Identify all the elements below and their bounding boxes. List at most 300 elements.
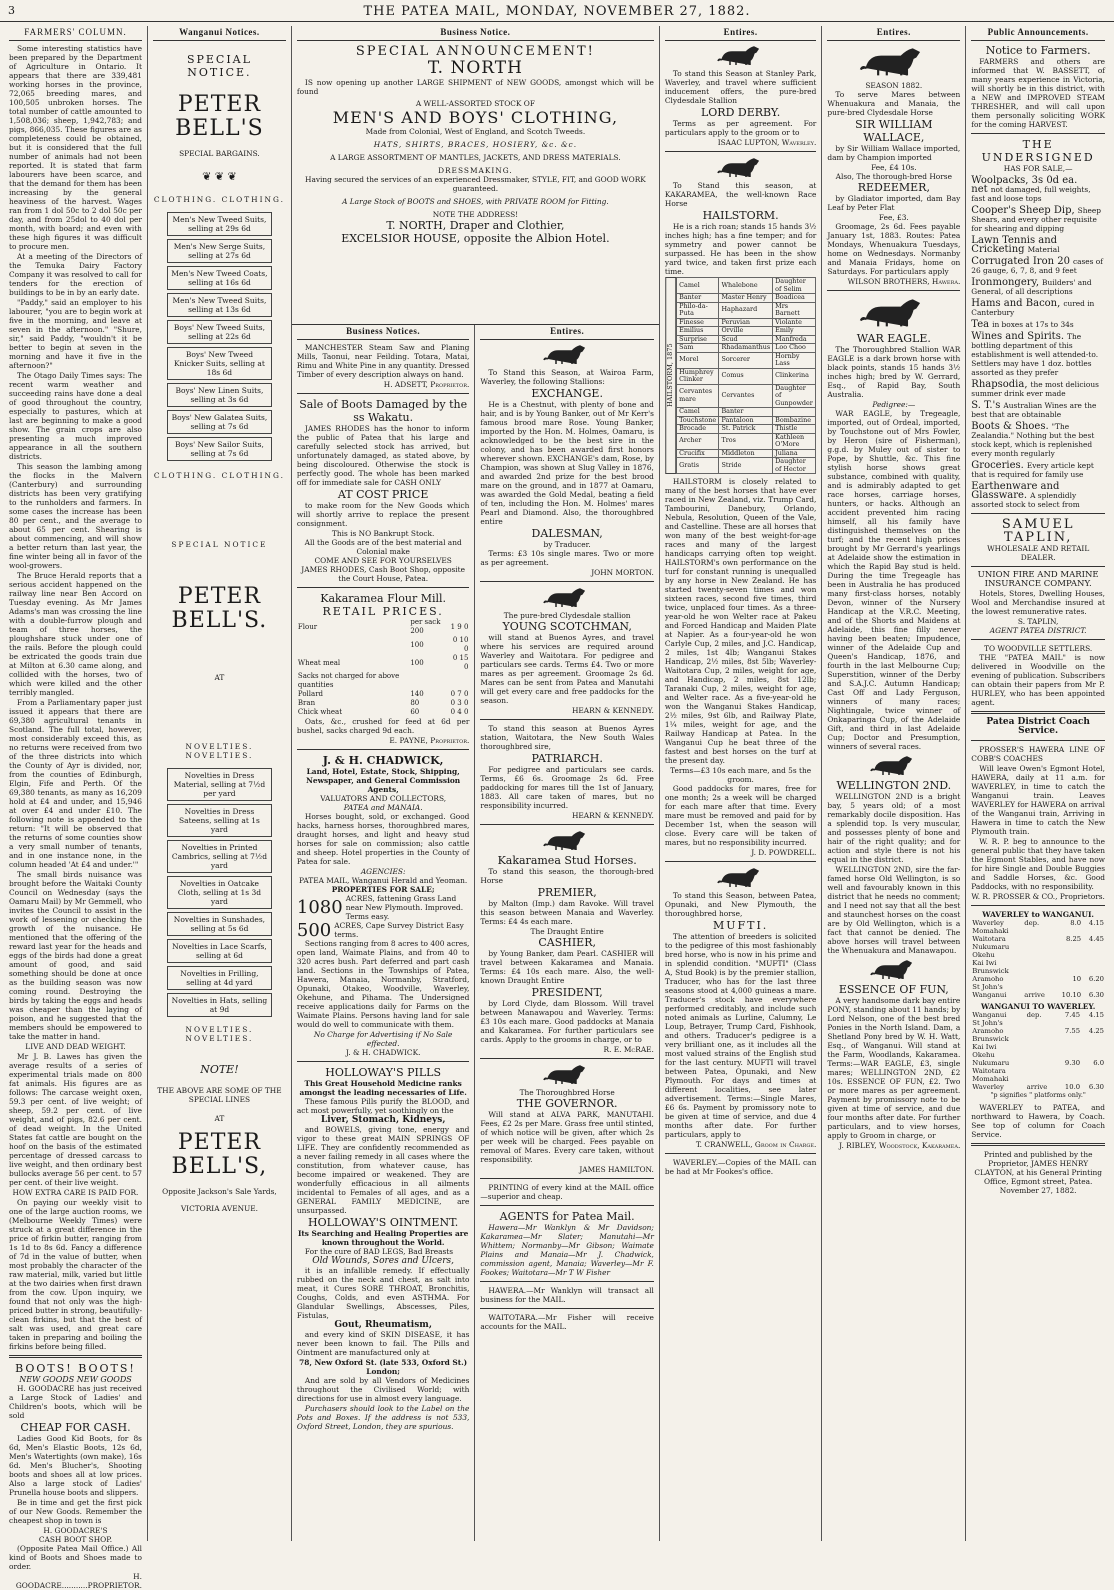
- acres-500-text: ACRES, Cape Survey District Easy terms.: [334, 921, 464, 939]
- timetable-cell: Aramoho: [972, 975, 1004, 983]
- union-title: UNION FIRE AND MARINE INSURANCE COMPANY.: [977, 570, 1099, 589]
- derby-lead: To stand this Season at Stanley Park, Waverley, and travel where sufficient inducement offers, the pure-bred Clydesdale Stallion: [664, 69, 817, 105]
- retail-prices: RETAIL PRICES.: [322, 605, 444, 618]
- price-cell: 0 7 0: [450, 690, 469, 698]
- timetable-cell: [1082, 967, 1105, 975]
- pedigree-cell: Touchstone: [677, 416, 719, 425]
- agent-patea: AGENT PATEA DISTRICT.: [989, 626, 1087, 635]
- timetable-cell: 4.15: [1088, 1011, 1105, 1019]
- divider: [297, 393, 470, 394]
- sale-item: [971, 401, 1105, 419]
- derby-text: Terms as per agreement. For particulars apply to the groom or to: [664, 119, 817, 137]
- north-lead: IS now opening up another LARGE SHIPMENT of NEW GOODS, amongst which will be found: [296, 78, 654, 96]
- price-cell: Sacks not charged for above quantities: [297, 672, 400, 689]
- timetable-cell: 10.0: [1064, 1083, 1081, 1091]
- waitotara-notice: WAITOTARA.—Mr Fisher will receive accounts for the MAIL.: [480, 1313, 654, 1331]
- horse-illustration: [665, 156, 816, 178]
- article-paragraph: From a Parliamentary paper just issued it appears that there are 69,380 agricultural tenants in Scotland. The full total, however, most considerably exceed this, as no returns were received from two of the three districts into which the County of Ayr is divided, nor, from the counties of Edinburgh, Elgin, Fife and Perth. Of the 69,380 tenants, as many as 16,209 hold at £4 and under, and 15,946 at over £4 and under £10. The following note is appended to the return: "It will be observed that the returns of some counties show a very small number of tenants, and in one instance none, in the column headed 'At £4 and under.'": [9, 698, 142, 869]
- timetable-row: [971, 1035, 1105, 1043]
- malvern-text: To Stand this Season, at Wairoa Farm, Waverley, the following Stallions:: [480, 368, 654, 386]
- printing-notice: PRINTING of every kind at the MAIL office—superior and cheap.: [480, 1183, 654, 1201]
- war-eagle-text: The Thoroughbred Stallion WAR EAGLE is a dark brown horse with black points, stands 15 hands 3½ inches high; bred by W. Gerrard, Esq., of Rapid Bay, South Australia.: [827, 345, 961, 399]
- pedigree-cell: Banter: [677, 294, 719, 303]
- morton-signature: JOHN MORTON.: [591, 568, 654, 577]
- redeemer-more: Groomage, 2s 6d. Fees payable January 1st, 1883. Routes: Patea Mondays, Whenuakura Tuesdays, home on Wednesdays. Normanby and Manaia Fridays, home on Saturdays. For particulars apply: [827, 222, 961, 276]
- sale-item-desc: A splendidly assorted stock to select from: [971, 491, 1080, 509]
- timetable-row: [971, 959, 1105, 967]
- premier-text: by Malton (Imp.) dam Ravoke. Will travel this season between Manaia and Waverley. Terms: £4 4s each mare.: [480, 899, 654, 926]
- timetable-row: [971, 1043, 1105, 1051]
- flour-mill-title: Kakaramea Flour Mill.: [320, 592, 447, 605]
- horse-illustration: [665, 866, 816, 888]
- timetable-cell: [1023, 951, 1053, 959]
- timetable-cell: Okehu: [972, 1051, 995, 1059]
- dalesman-title: DALESMAN,: [531, 527, 603, 540]
- stud-lead: To stand this season, the thorough-bred Horse: [480, 867, 654, 885]
- sale-item: [971, 320, 1105, 329]
- war-eagle-title: WAR EAGLE.: [856, 332, 931, 345]
- oxford-address: 78, New Oxford St. (late 533, Oxford St.) London;: [299, 1358, 468, 1376]
- boots-signature: H. GOODACRE...........PROPRIETOR.: [15, 1572, 142, 1590]
- price-cell: 100: [410, 658, 424, 667]
- oats-text: Oats, &c., crushed for feed at 6d per bushel, sacks charged 9d each.: [296, 717, 470, 735]
- pedigree-cell: Daughter of Selim: [773, 278, 816, 294]
- article-paragraph: The Bruce Herald reports that a serious accident happened on the railway line near Ben Accord on Tuesday evening. As Mr James Adams's man was crossing the line with a double-furrow plough and team of three horses, the ploughshare stuck under one of the rails. Before the plough could be extricated the goods train due at Milton at 6.30 came along, and collided with the horses, two of which were killed and the other terribly mangled.: [9, 571, 142, 697]
- column-entires-1: [475, 325, 659, 1541]
- waverley-notice: WAVERLEY.—Copies of the MAIL can be had at Mr Fookes's office.: [664, 1158, 817, 1176]
- pedigree-cell: Rhadamanthus: [719, 344, 773, 353]
- at-label-2: AT: [214, 1114, 225, 1123]
- divider: [480, 1058, 654, 1059]
- horse-icon: [858, 295, 930, 329]
- timetable-cell: [1081, 1043, 1105, 1051]
- price-cell: 0 4 0: [450, 708, 469, 716]
- timetable-cell: 6.0: [1093, 1059, 1105, 1067]
- boots-heading: BOOTS! BOOTS!: [15, 1362, 136, 1375]
- property-1080: [297, 894, 470, 921]
- boots-shop: H. GOODACRE'S: [43, 1526, 108, 1535]
- price-cell: Chick wheat: [297, 708, 343, 716]
- redeemer-title: REDEEMER,: [857, 181, 930, 194]
- timetable-cell: Waitotara: [972, 1067, 1006, 1075]
- pedigree-row: [677, 352, 816, 368]
- timetable-cell: St John's: [972, 1019, 1003, 1027]
- timetable-cell: Okehu: [972, 951, 995, 959]
- sale-item-desc: Australian Wines are the best that are obtainable: [971, 401, 1097, 419]
- sale-item: [971, 332, 1105, 377]
- sale-item-name: Boots & Shoes.: [971, 421, 1049, 432]
- horse-icon: [542, 829, 592, 851]
- no-charge: No Charge for Advertising if No Sale effected.: [313, 1030, 453, 1048]
- divider: [665, 861, 816, 862]
- governor-title: THE GOVERNOR.: [516, 1097, 618, 1110]
- north-mantles: A LARGE ASSORTMENT OF MANTLES, JACKETS, AND DRESS MATERIALS.: [330, 153, 621, 162]
- timetable-cell: [1082, 983, 1105, 991]
- for-sale: HAS FOR SALE,—: [1003, 164, 1073, 173]
- sale-item: [971, 278, 1105, 296]
- pedigree-cell: Middleton: [719, 449, 773, 458]
- sale-item-desc: cases of 26 gauge, 6, 7, 8, and 9 feet: [971, 257, 1103, 275]
- chadwick-sub: Land, Hotel, Estate, Stock, Shipping, Newspaper, and General Commission Agents,: [306, 767, 461, 794]
- price-box: Men's New Tweed Coats, selling at 16s 6d: [167, 266, 272, 290]
- oxford-text: And are sold by all Vendors of Medicines throughout the Civilised World; with directions for use in almost every language.: [296, 1376, 470, 1403]
- boots-address: (Opposite Patea Mail Office.) All kind of Boots and Shoes made to order.: [9, 1544, 142, 1571]
- timetable-cell: Kai Iwi: [972, 959, 997, 967]
- timetable-cell: arrive: [1024, 991, 1045, 999]
- pedigree-cell: Camel: [677, 408, 719, 417]
- prosser-more: W. R. P. beg to announce to the general public that they have taken the Egmont Stables, and have now for hire Single and Double Buggies and Saddle Horses, &c. Good Paddocks, with no responsibility.: [971, 837, 1106, 891]
- pedigree-cell: Crucifix: [677, 449, 719, 458]
- timetable-cell: 8.25: [1065, 935, 1082, 943]
- wallace-lead: To serve Mares between Whenuakura and Manaia, the pure-bred Clydesdale Horse: [827, 90, 961, 117]
- timetable-row: [971, 951, 1105, 959]
- sale-item: [971, 422, 1105, 458]
- pedigree-cell: Philo-da-Puta: [677, 302, 719, 318]
- price-box: Boys' New Tweed Knicker Suits, selling at 18s 6d: [167, 347, 272, 380]
- hailstorm-text: He is a rich roan; stands 15 hands 3½ inches high; has a fine temper; and for symmetry and power cannot be surpassed. He has been in the show yard twice, and taken first prize each time.: [664, 222, 817, 276]
- price-cell: Wheat meal: [297, 658, 341, 667]
- pedigree-cell: Sorcerer: [719, 352, 773, 368]
- masthead: [0, 0, 1114, 22]
- timetable-cell: [1026, 1075, 1058, 1083]
- timetable-cell: 10: [1072, 975, 1082, 983]
- special-notice-2: SPECIAL NOTICE: [171, 540, 268, 549]
- governor-text: Will stand at ALVA PARK, MANUTAHI. Fees, £2 2s per Mare. Grass free until stinted, of which notice will be given, after which 2s per week will be charged. Fees payable on removal of Mares. Every care taken, without responsibility.: [480, 1110, 654, 1164]
- column-heading: Public Announcements.: [971, 26, 1105, 41]
- pedigree-cell: Pantaloon: [719, 416, 773, 425]
- timetable-cell: Nukumaru: [972, 943, 1010, 951]
- price-cell: 0 3 0: [450, 699, 469, 707]
- pedigree-cell: Tros: [719, 433, 773, 449]
- hailstorm-body: HAILSTORM is closely related to many of the best horses that have ever raced in New Zealand, viz. Trump Card, Tambourini, Danebury, Orlando, Nebula, Resolution, Queen of the Vale, and Castelline. These are all horses that won many of the best weight-for-age races and many of the largest handicaps carrying often top weight. HAILSTORM's own performance on the turf for constant running is unequalled by any horse in New Zealand. He has started twenty-seven times and won sixteen races, second five times, third twice, unplaced four times. As a three-year-old he won Welter race at Pakeu and Forced Handicap and Maiden Plate at Napier. As a four-year-old he won Carlyle Cup, 2 miles, and J.C. Handicap, 2 miles, 1st 4lb; Wanganui Stakes Handicap, 2½ miles, 8st 5lb; Waverley-Waitotara Cup, 2 miles, weight for age, and Handicap, 2 miles, 8st 12lb; Taranaki Cup, 2 miles, weight for age, and Welter race. As a five-year-old he won the Wanganui Stakes Handicap, 2½ miles, 9st 6lb, and Railway Plate, 1¼ miles, weight for age, and the Railway Handicap at Patea. In the Wanganui Cup he beat three of the fastest and best horses on the turf at the present day.: [664, 477, 817, 765]
- timetable-row: [971, 1075, 1105, 1083]
- note-heading: NOTE!: [200, 1063, 239, 1076]
- timetable-cell: [1082, 959, 1105, 967]
- price-box: Men's New Serge Suits, selling at 27s 6d: [167, 239, 272, 263]
- timetable-cell: [1026, 1059, 1058, 1067]
- timetable-cell: Brunswick: [972, 1035, 1009, 1043]
- horse-icon: [858, 44, 930, 78]
- article-paragraph: The small birds nuisance was brought before the Waitaki County Council on Wednesday (says the Oamaru Mail) by Mr Gemmell, who invites the Council to assist in the work of lessening or checking the growth of the nuisance. He mentioned that the offering of the reward last year for the heads and eggs of the birds had done a great amount of good, and said something should be done at once as the building season was now coming round. Destroying the birds by taking the eggs and heads was cheaper than the laying of poison, and he suggested that the members should be empowered to take the matter in hand.: [9, 870, 142, 1041]
- victoria-avenue: VICTORIA AVENUE.: [180, 1204, 259, 1213]
- dalesman-by: by Traducer.: [543, 540, 591, 549]
- acres-1080-text: ACRES, fattening Grass Land near New Plymouth. Improved. Terms easy.: [345, 894, 464, 921]
- holloway-pills: HOLLOWAY'S PILLS: [325, 1066, 442, 1079]
- pedigree-row: [677, 458, 816, 474]
- prosser-title: PROSSER'S HAWERA LINE OF COBB'S COACHES: [971, 745, 1106, 763]
- timetable-cell: [1053, 951, 1082, 959]
- timetable-cell: [1081, 1067, 1105, 1075]
- timetable-row: [971, 919, 1105, 927]
- timetable-wanganui-waverley: [971, 1011, 1105, 1091]
- horse-illustration: [480, 1063, 654, 1085]
- adsett-text: MANCHESTER Steam Saw and Planing Mills, Taonui, near Feilding. Totara, Matai, Rimu and White Pine in any quantity. Dressed Timber of every description always on hand.: [296, 343, 470, 379]
- horse-illustration: [827, 295, 960, 329]
- sale-item-desc: The bottling department of this establishment is well attended-to. Settlers may have 1 doz. bottles assorted as they prefer: [971, 332, 1099, 377]
- ribley-signature: J. RIBLEY, Woodstock, Kakaramea.: [839, 1141, 961, 1150]
- horse-illustration: [480, 829, 654, 851]
- chadwick-signature: J. & H. CHADWICK.: [345, 1048, 421, 1057]
- also-lead: Also, The thorough-bred Horse: [835, 172, 952, 181]
- timetable-cell: arrive: [1026, 1083, 1048, 1091]
- price-row: [297, 672, 470, 690]
- timetable-cell: [1082, 927, 1105, 935]
- timetable-row: [971, 967, 1105, 975]
- pedigree-cell: Haphazard: [719, 302, 773, 318]
- pedigree-cell: Kathleen O'More: [773, 433, 816, 449]
- timetable-row: [971, 1011, 1105, 1019]
- pedigree-cell: [773, 408, 816, 417]
- chadwick-text: Horses bought, sold, or exchanged. Good hacks, harness horses, thoroughbred mares, draught horses, and light and heavy stud horses for sale on commission; also cattle and sheep. Hotel properties in the County of Patea for sale.: [296, 812, 470, 866]
- timetable-cell: [1081, 1019, 1105, 1027]
- pedigree-cell: Surprise: [677, 335, 719, 344]
- prices-table: [297, 618, 470, 717]
- pedigree-cell: Cervantes mare: [677, 384, 719, 408]
- mcrae-signature: R. E. McRAE.: [603, 1045, 654, 1054]
- sale-item-name: Rhapsodia,: [971, 379, 1028, 390]
- pedigree-block: [665, 277, 816, 474]
- president-text: by Lord Clyde, dam Blossom. Will travel between Manawapou and Waverley. Terms: £3 10s each mare. Good paddocks at Manaia and Kakaramea. For further particulars see cards. Apply to the grooms in charge, or to: [480, 999, 654, 1044]
- timetable-cell: [1026, 1043, 1058, 1051]
- lupton-signature: ISAAC LUPTON, Waverley.: [717, 138, 817, 147]
- sale-item-name: Corrugated Iron 20: [971, 256, 1070, 267]
- cashier-title: CASHIER,: [538, 936, 596, 949]
- timetable-cell: Momahaki: [972, 1075, 1009, 1083]
- redeemer-fee: Fee, £3.: [878, 213, 909, 222]
- pedigree-row: [677, 327, 816, 336]
- come-and-see: COME AND SEE FOR YOURSELVES: [314, 556, 452, 565]
- timetable-cell: [1053, 927, 1082, 935]
- sale-item-name: Groceries.: [971, 460, 1024, 471]
- sale-item-desc: Every article kept that is required for family use: [971, 461, 1094, 479]
- pedigree-cell: Camel: [677, 278, 719, 294]
- powdrell-signature: J. D. POWDRELL.: [751, 848, 817, 857]
- hailstorm-title: HAILSTORM.: [702, 209, 779, 222]
- peter-bell-title-2: PETER BELL'S.: [171, 584, 268, 633]
- farmers-notice-text: FARMERS and others are informed that W. BASSETT, of many years experience in Victoria, will shortly be in this district, with a NEW and IMPROVED STEAM THRESHER, and will call upon them personally soliciting WORK for the coming HARVEST.: [971, 57, 1106, 129]
- wellington-pedigree: WELLINGTON 2ND, sire the far-famed horse Old Wellington, is so well and favourably known in this district that he needs no comment; and I need not say that all the best and staunchest horses on the coast are by Old Wellington, which is a fact that cannot be denied. The above horses will travel between the Whenuakura and Manawapou.: [827, 865, 961, 955]
- column-heading: Business Notices.: [297, 325, 470, 340]
- boots-call: Be in time and get the first pick of our New Goods. Remember the cheapest shop in town is: [9, 1498, 142, 1525]
- price-box: Boys' New Tweed Suits, selling at 22s 6d: [167, 320, 272, 344]
- scotsman-text: will stand at Buenos Ayres, and travel where his services are required around Waverley and Waitotara. For pedigree and particulars see cards. Terms £4. Two or more mares as per agreement. Groomage 2s 6d. Mares can be sent from Patea and Manutahi will get every care and free paddocks for the season.: [480, 633, 654, 705]
- pedigree-cell: Comus: [719, 368, 773, 384]
- pedigree-cell: Emilius: [677, 327, 719, 336]
- divider: [480, 824, 654, 825]
- old-wounds-text: it is an infallible remedy. If effectually rubbed on the neck and chest, as salt into meat, it Cures SORE THROAT, Bronchitis, Coughs, Colds, and even ASTHMA. For Glandular Swellings, Abscesses, Piles, Fistulas,: [296, 1266, 470, 1320]
- north-made: Made from Colonial, West of England, and Scotch Tweeds.: [365, 127, 586, 136]
- pedigree-cell: Banter: [719, 408, 773, 417]
- divider: [971, 513, 1105, 514]
- wholesale: WHOLESALE AND RETAIL DEALER.: [987, 544, 1090, 562]
- divider: [480, 1281, 654, 1282]
- pedigree-cell: Whalebone: [719, 278, 773, 294]
- price-cell: 80: [410, 699, 420, 707]
- special-notice: SPECIAL NOTICE.: [186, 53, 252, 79]
- timetable-row: [971, 1051, 1105, 1059]
- exchange-text: He is a Chestnut, with plenty of bone and hair, and is by Young Banker, out of Mr Kerr's famous brood mare Rose. Young Banker, imported by the Hon. M. Holmes, Oamaru, is acknowledged to be the best sire in the colony, and has been awarded first honors wherever shown. EXCHANGE's dam, Rose, by Champion, was shown at Slug Valley in 1876, and awarded 2nd prize for the best brood mare on the ground, and in 1877 at Oamaru, was awarded the Gold Medal, beating a field of ten, including the Hon. M. Holmes' mares Pearl and Diamond. Also, the thoroughbred entire: [480, 400, 654, 526]
- sale-item: [971, 236, 1105, 254]
- adsett-signature: H. ADSETT, Proprietor.: [383, 380, 470, 389]
- patriarch-title: PATRIARCH.: [531, 752, 603, 765]
- sections-text: Sections ranging from 8 acres to 400 acres, open land, Waimate Plains, and from 40 to 320 acres bush. Part deferred and part cash land. Sections in the Townships of Patea, Hawera, Manaia, Normanby, Stratford, Opunaki, Otakeo, Woodville, Waverley, Okehune, and Pihama. The Undersigned receive applications daily for Farms on the Waimate Plains. Persons having land for sale would do well to communicate with them.: [296, 939, 470, 1029]
- pedigree-cell: Finesse: [677, 318, 719, 327]
- timetable-row: [971, 991, 1105, 999]
- price-row: [297, 636, 470, 654]
- w2w-heading: WAVERLEY to WANGANUI.: [982, 910, 1095, 919]
- timetable-cell: Kai Iwi: [972, 1043, 997, 1051]
- exchange-title: EXCHANGE.: [531, 387, 603, 400]
- payne-signature: E. PAYNE, Proprietor.: [389, 736, 470, 745]
- liver-text: and BOWELS, giving tone, energy and vigor to these great MAIN SPRINGS OF LIFE. They are confidently recommended as a never failing remedy in all cases where the constitution, from whatever cause, has become impaired or weakened. They are wonderfully efficacious in all ailments incidental to Females of all ages, and as a GENERAL FAMILY MEDICINE, are unsurpassed.: [296, 1125, 470, 1215]
- sale-item-desc: Builders' and General, of all descriptions: [971, 278, 1092, 296]
- dalesman-terms: Terms: £3 10s single mares. Two or more as per agreement.: [480, 549, 654, 567]
- price-row: [297, 699, 470, 708]
- timetable-cell: Brunswick: [972, 967, 1009, 975]
- property-500: [297, 921, 470, 939]
- properties-heading: PROPERTIES FOR SALE;: [331, 885, 435, 894]
- pedigree-label: HAILSTORM, 1875: [665, 277, 676, 474]
- at-label: AT: [214, 673, 225, 682]
- divider: [665, 1153, 816, 1154]
- price-row: [297, 690, 470, 699]
- divider: [971, 711, 1105, 714]
- divider: [480, 719, 654, 720]
- price-box: Men's New Tweed Suits, selling at 29s 6d: [167, 212, 272, 236]
- gout-text: and every kind of SKIN DISEASE, it has never been known to fail. The Pills and Ointment are manufactured only at: [296, 1330, 470, 1357]
- divider: [297, 749, 470, 750]
- timetable-cell: [1057, 1019, 1081, 1027]
- valuators: VALUATORS AND COLLECTORS,: [320, 794, 447, 803]
- prosser-text: Will leave Owen's Egmont Hotel, HAWERA, daily at 11 a.m. for WAVERLEY, in time to catch the Wanganui train. Leaves WAVERLEY for HAWERA on arrival of the Wanganui train, Arriving in Hawera in time to catch the New Plymouth train.: [971, 764, 1106, 836]
- pedigree-cell: Archer: [677, 433, 719, 449]
- column-heading: Wanganui Notices.: [153, 26, 286, 41]
- wallace-text: by Sir William Wallace imported, dam by Champion imported: [827, 144, 961, 162]
- timetable-cell: [1023, 975, 1053, 983]
- pedigree-table: [676, 277, 816, 474]
- cost-price: AT COST PRICE: [337, 488, 429, 501]
- pedigree-row: [677, 302, 816, 318]
- horse-illustration: [480, 343, 654, 365]
- timetable-cell: 6.20: [1088, 975, 1105, 983]
- woodville-title: TO WOODVILLE SETTLERS.: [984, 644, 1093, 653]
- columns: [4, 26, 1110, 1590]
- liver-heading: Liver, Stomach, Kidneys,: [320, 1115, 446, 1125]
- boots-damaged-title: Sale of Boots Damaged by the ss Wakatu.: [299, 398, 468, 424]
- timetable-cell: Waitotara: [972, 935, 1006, 943]
- sale-item-name: Tea: [971, 319, 990, 330]
- timetable-cell: 8.0: [1070, 919, 1082, 927]
- sale-item-desc: in boxes at 17s to 34s: [992, 320, 1074, 329]
- divider: [971, 740, 1105, 741]
- column-entires-3: [822, 26, 966, 1541]
- farmers-notice-title: Notice to Farmers.: [985, 44, 1091, 57]
- mufti-text: The attention of breeders is solicited to the pedigree of this most fashionably bred horse, who is now in his prime and in splendid condition. "MUFTI" (Class A, Stud Book) is by the premier stallion, Traducer, who has for the last three seasons stood at 4,000 guineas a mare. Traducer's stock have everywhere performed creditably, and include such noted animals as Lurline, Calumny, Le Loup, Betrayer, Trump Card, Fishhook, and others. Traducer's pedigree is a very brilliant one, as it includes all the most valued strains of the English stud for the last century. MUFTI will travel between Patea, Opunaki, and New Plymouth. For days and times at different localities, see later advertisement. Terms:—Single Mares, £6 6s. Payment by promissory note to be given at time of service, and due 4 months after date. For further particulars, apply to: [664, 932, 817, 1139]
- pedigree-cell: Boadicea: [773, 294, 816, 303]
- price-cell: 140: [410, 690, 424, 698]
- hailstorm-terms: Terms—£3 10s each mare, and 5s the groom.: [670, 766, 812, 784]
- price-cell: [449, 672, 470, 690]
- timetable-cell: [1026, 1019, 1058, 1027]
- north-special: SPECIAL ANNOUNCEMENT!: [355, 44, 595, 59]
- divider: [297, 1061, 470, 1062]
- horse-icon: [542, 343, 592, 365]
- timetable-cell: 6.30: [1088, 991, 1105, 999]
- pedigree-row: [677, 344, 816, 353]
- price-box: Novelties in Printed Cambrics, selling at 7½d yard: [167, 840, 272, 873]
- timetable-cell: [1082, 951, 1105, 959]
- timetable-cell: [1082, 943, 1105, 951]
- holloway-ointment: HOLLOWAY'S OINTMENT.: [308, 1216, 459, 1229]
- mufti-title: MUFTI.: [712, 919, 769, 932]
- timetable-cell: [1053, 967, 1082, 975]
- pedigree-cell: Loo Choo: [773, 344, 816, 353]
- timetable-cell: 4.15: [1088, 919, 1105, 927]
- timetable-cell: [1026, 1035, 1058, 1043]
- column-wanganui: [148, 26, 292, 1541]
- timetable-cell: [1053, 959, 1082, 967]
- rhodes-signature: JAMES RHODES, Cash Boot Shop, opposite the Court House, Patea.: [301, 565, 466, 583]
- pedigree-cell: Cervantes: [719, 384, 773, 408]
- sale-item: [971, 461, 1105, 479]
- article-paragraph: Some interesting statistics have been prepared by the Department of Agriculture in Ontario. It appears that there are 339,481 working horses in the province, 72,065 breeding mares, and 100,505 unbroken horses. The total number of cattle amounted to 1,508,036; sheep, 1,942,783; and pigs, 866,035. These figures are as completeness could be obtained, but it is considered that the full number of animals had not been reported. It is stated that farm labourers have been scarce, and that the demand for them has been increasing by the general heaviness of the harvest. Wages ran from 1 dol 50c to 2 dol 50c per day, and from 25dol to 40 dol per month, with board; and even with these high figures it was difficult to procure men.: [9, 44, 142, 251]
- pedigree-cell: Hornby Lass: [773, 352, 816, 368]
- agencies-text: PATEA MAIL, Wanganui Herald and Yeoman.: [299, 876, 468, 885]
- north-name: T. NORTH: [427, 58, 523, 78]
- timetable-cell: Nukumaru: [972, 1059, 1010, 1067]
- sale-items: [971, 176, 1105, 509]
- undersigned-title: THE UNDERSIGNED: [981, 138, 1095, 164]
- wellington-title: WELLINGTON 2ND.: [836, 779, 952, 792]
- hearn-signature-2: HEARN & KENNEDY.: [571, 811, 654, 820]
- timetable-cell: [1081, 1075, 1105, 1083]
- horse-icon: [716, 156, 766, 178]
- pedigree-cell: Daughter of Gunpowder: [773, 384, 816, 408]
- timetable-cell: [1081, 1035, 1105, 1043]
- timetable-cell: 10.10: [1061, 991, 1082, 999]
- timetable-cell: Wanganui: [972, 991, 1007, 999]
- pills-sub: This Great Household Medicine ranks amongst the leading necessaries of Life.: [299, 1079, 467, 1097]
- bargains: SPECIAL BARGAINS.: [179, 149, 260, 158]
- gout-heading: Gout, Rheumatism,: [334, 1320, 432, 1330]
- sale-item-desc: not damaged, full weights, fast and loose tops: [971, 185, 1091, 203]
- divider: [297, 587, 470, 588]
- agencies-heading: AGENCIES:: [360, 867, 406, 876]
- timetable-waverley-wanganui: [971, 919, 1105, 999]
- clothing-heading-2: CLOTHING. CLOTHING.: [153, 471, 285, 480]
- timetable-cell: [1057, 1043, 1081, 1051]
- article-paragraph: The Otago Daily Times says: The recent warm weather and succeeding rains have done a deal of good throughout the country, especially to pastures, which at last are beginning to make a good show. The grain crops are also presenting a much improved appearance in all the southern districts.: [9, 371, 142, 461]
- opposite-yards: Opposite Jackson's Sale Yards,: [162, 1187, 277, 1196]
- horse-icon: [869, 958, 919, 980]
- price-cell: Bran: [297, 699, 316, 707]
- timetable-cell: dep.: [1024, 919, 1040, 927]
- sale-item: [971, 482, 1105, 509]
- scotsman-title: YOUNG SCOTCHMAN,: [502, 620, 632, 633]
- hamilton-signature: JAMES HAMILTON.: [579, 1165, 654, 1174]
- sale-item-desc: Sheep Shears, and every other requisite for shearing and dipping: [971, 206, 1101, 233]
- timetable-cell: [1057, 1051, 1081, 1059]
- hawera-notice: HAWERA.—Mr Wanklyn will transact all business for the MAIL.: [480, 1286, 654, 1304]
- redeemer-text: by Gladiator imported, dam Bay Leaf by Peter Flat: [827, 194, 961, 212]
- horse-illustration: [827, 958, 960, 980]
- timetable-cell: [1081, 1051, 1105, 1059]
- sale-item: [971, 380, 1105, 398]
- column-heading: FARMERS' COLUMN.: [9, 26, 142, 41]
- masthead-title: THE PATEA MAIL, MONDAY, NOVEMBER 27, 1882.: [363, 4, 751, 19]
- timetable-cell: [1026, 1051, 1058, 1059]
- pedigree-row: [677, 384, 816, 408]
